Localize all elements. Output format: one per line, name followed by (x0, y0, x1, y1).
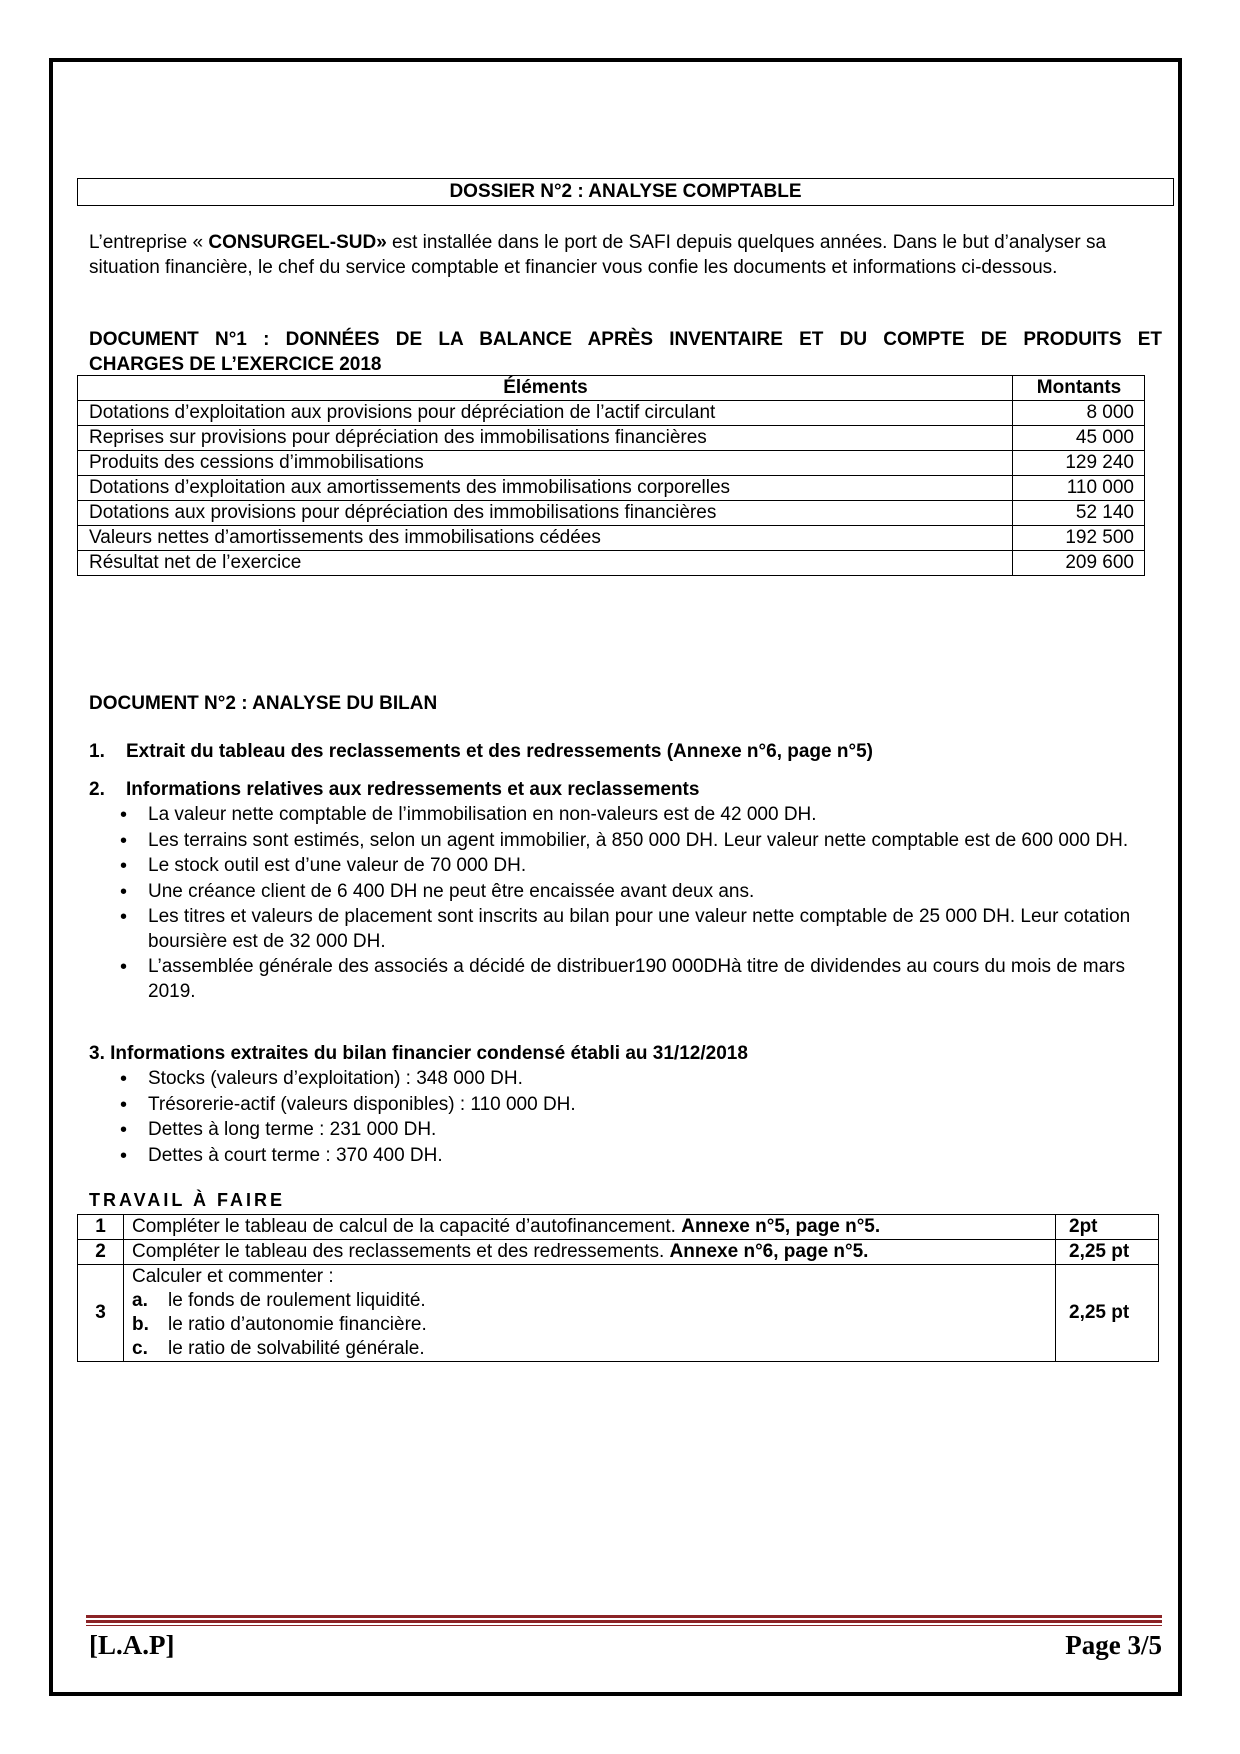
document1-title (89, 327, 1162, 377)
intro-paragraph (89, 230, 1169, 280)
footer-rule (86, 1620, 1162, 1623)
task-points: 2,25 pt (1056, 1240, 1159, 1265)
section-heading-3: 3. Informations extraites du bilan financier condensé établi au 31/12/2018 (89, 1043, 748, 1064)
subitem-letter: b. (132, 1314, 149, 1335)
travail-title: TRAVAIL À FAIRE (89, 1190, 286, 1210)
intro-before: L’entreprise « (89, 232, 209, 253)
row-amount: 192 500 (1013, 526, 1145, 551)
table-row (78, 1215, 1159, 1240)
task-subitem (132, 1289, 1047, 1313)
row-label: Produits des cessions d’immobilisations (78, 451, 1013, 476)
row-label: Dotations d’exploitation aux amortissements des immobilisations corporelles (78, 476, 1013, 501)
list-item: • Le stock outil est d’une valeur de 70 000 DH. (120, 854, 1160, 879)
subitem-text: le ratio de solvabilité générale. (168, 1338, 425, 1359)
subitem-text: le ratio d’autonomie financière. (168, 1314, 427, 1335)
table-header-row (78, 376, 1145, 401)
table-row (78, 1240, 1159, 1265)
list-item: • Stocks (valeurs d’exploitation) : 348 000 DH. (120, 1067, 1160, 1092)
list-item: • L’assemblée générale des associés a décidé de distribuer190 000DHà titre de dividendes au cours du mois de mars 2019. (120, 955, 1160, 1004)
row-amount: 209 600 (1013, 551, 1145, 576)
subitem-letter: a. (132, 1290, 148, 1311)
subitem-text: le fonds de roulement liquidité. (168, 1290, 426, 1311)
list-item: • Trésorerie-actif (valeurs disponibles) : 110 000 DH. (120, 1093, 1160, 1118)
task-intro: Calculer et commenter : (132, 1266, 334, 1287)
task-number: 3 (78, 1265, 124, 1362)
list-item: • Dettes à court terme : 370 400 DH. (120, 1144, 1160, 1169)
list-item: • Les titres et valeurs de placement sont inscrits au bilan pour une valeur nette comptable de 25 000 DH. Leur cotation boursière est de 32 000 DH. (120, 905, 1160, 954)
table-row (78, 1265, 1159, 1362)
row-label: Dotations d’exploitation aux provisions pour dépréciation de l’actif circulant (78, 401, 1013, 426)
section-heading-1 (89, 741, 873, 763)
footer-rule (86, 1615, 1162, 1618)
row-amount: 8 000 (1013, 401, 1145, 426)
task-ref: Annexe n°6, page n°5. (669, 1241, 869, 1262)
subitem-letter: c. (132, 1338, 148, 1359)
row-amount: 52 140 (1013, 501, 1145, 526)
task-ref: Annexe n°5, page n°5. (681, 1216, 881, 1237)
section-number-1: 1. (89, 741, 105, 762)
list-item: • La valeur nette comptable de l’immobilisation en non-valeurs est de 42 000 DH. (120, 803, 1160, 828)
column-header-montants: Montants (1013, 376, 1145, 401)
bullet-list-bilan (120, 1067, 1160, 1169)
task-number: 1 (78, 1215, 124, 1240)
table-row (78, 551, 1145, 576)
task-points: 2,25 pt (1056, 1265, 1159, 1362)
section-heading-2-text: Informations relatives aux redressements et aux reclassements (126, 779, 700, 800)
page-number: Page 3/5 (1065, 1630, 1162, 1660)
table-row (78, 401, 1145, 426)
task-subitem (132, 1313, 1047, 1337)
row-label: Dotations aux provisions pour dépréciation des immobilisations financières (78, 501, 1013, 526)
task-text: Compléter le tableau de calcul de la capacité d’autofinancement. Annexe n°5, page n°5. (124, 1215, 1056, 1240)
table-row (78, 451, 1145, 476)
section-heading-2 (89, 779, 699, 801)
task-number: 2 (78, 1240, 124, 1265)
document2-title: DOCUMENT N°2 : ANALYSE DU BILAN (89, 693, 438, 714)
row-amount: 129 240 (1013, 451, 1145, 476)
list-item: • Dettes à long terme : 231 000 DH. (120, 1118, 1160, 1143)
task-points: 2pt (1056, 1215, 1159, 1240)
task-text: Compléter le tableau des reclassements et des redressements. Annexe n°6, page n°5. (124, 1240, 1056, 1265)
dossier-title: DOSSIER N°2 : ANALYSE COMPTABLE (77, 178, 1174, 206)
table-row (78, 526, 1145, 551)
balance-table (77, 375, 1145, 576)
footer-rule (86, 1625, 1162, 1626)
task-subitem (132, 1337, 1047, 1361)
row-label: Reprises sur provisions pour dépréciation des immobilisations financières (78, 426, 1013, 451)
footer-left: [L.A.P] (89, 1630, 175, 1660)
list-item: • Une créance client de 6 400 DH ne peut être encaissée avant deux ans. (120, 880, 1160, 905)
row-label: Valeurs nettes d’amortissements des immobilisations cédées (78, 526, 1013, 551)
table-row (78, 476, 1145, 501)
travail-table (77, 1214, 1159, 1362)
company-name: CONSURGEL-SUD» (208, 232, 387, 253)
row-amount: 45 000 (1013, 426, 1145, 451)
section-number-2: 2. (89, 779, 105, 800)
list-item: • Les terrains sont estimés, selon un agent immobilier, à 850 000 DH. Leur valeur nette comptable est de 600 000 DH. (120, 829, 1160, 854)
document1-title-line2: CHARGES DE L’EXERCICE 2018 (89, 354, 382, 375)
table-row (78, 501, 1145, 526)
task-text (124, 1265, 1056, 1362)
document1-title-line1: DOCUMENT N°1 : DONNÉES DE LA BALANCE APRÈS INVENTAIRE ET DU COMPTE DE PRODUITS ET (89, 329, 1162, 350)
column-header-elements: Éléments (78, 376, 1013, 401)
table-row (78, 426, 1145, 451)
bullet-list-redressements (120, 803, 1160, 1005)
row-label: Résultat net de l’exercice (78, 551, 1013, 576)
section-heading-1-text: Extrait du tableau des reclassements et des redressements (Annexe n°6, page n°5) (126, 741, 873, 762)
row-amount: 110 000 (1013, 476, 1145, 501)
intro-after: est installée dans le port de SAFI depuis quelques années. Dans le but d’analyser sa situation financière, le chef du service comptable et financier vous confie les documents et informations ci-dessous. (89, 232, 1107, 278)
